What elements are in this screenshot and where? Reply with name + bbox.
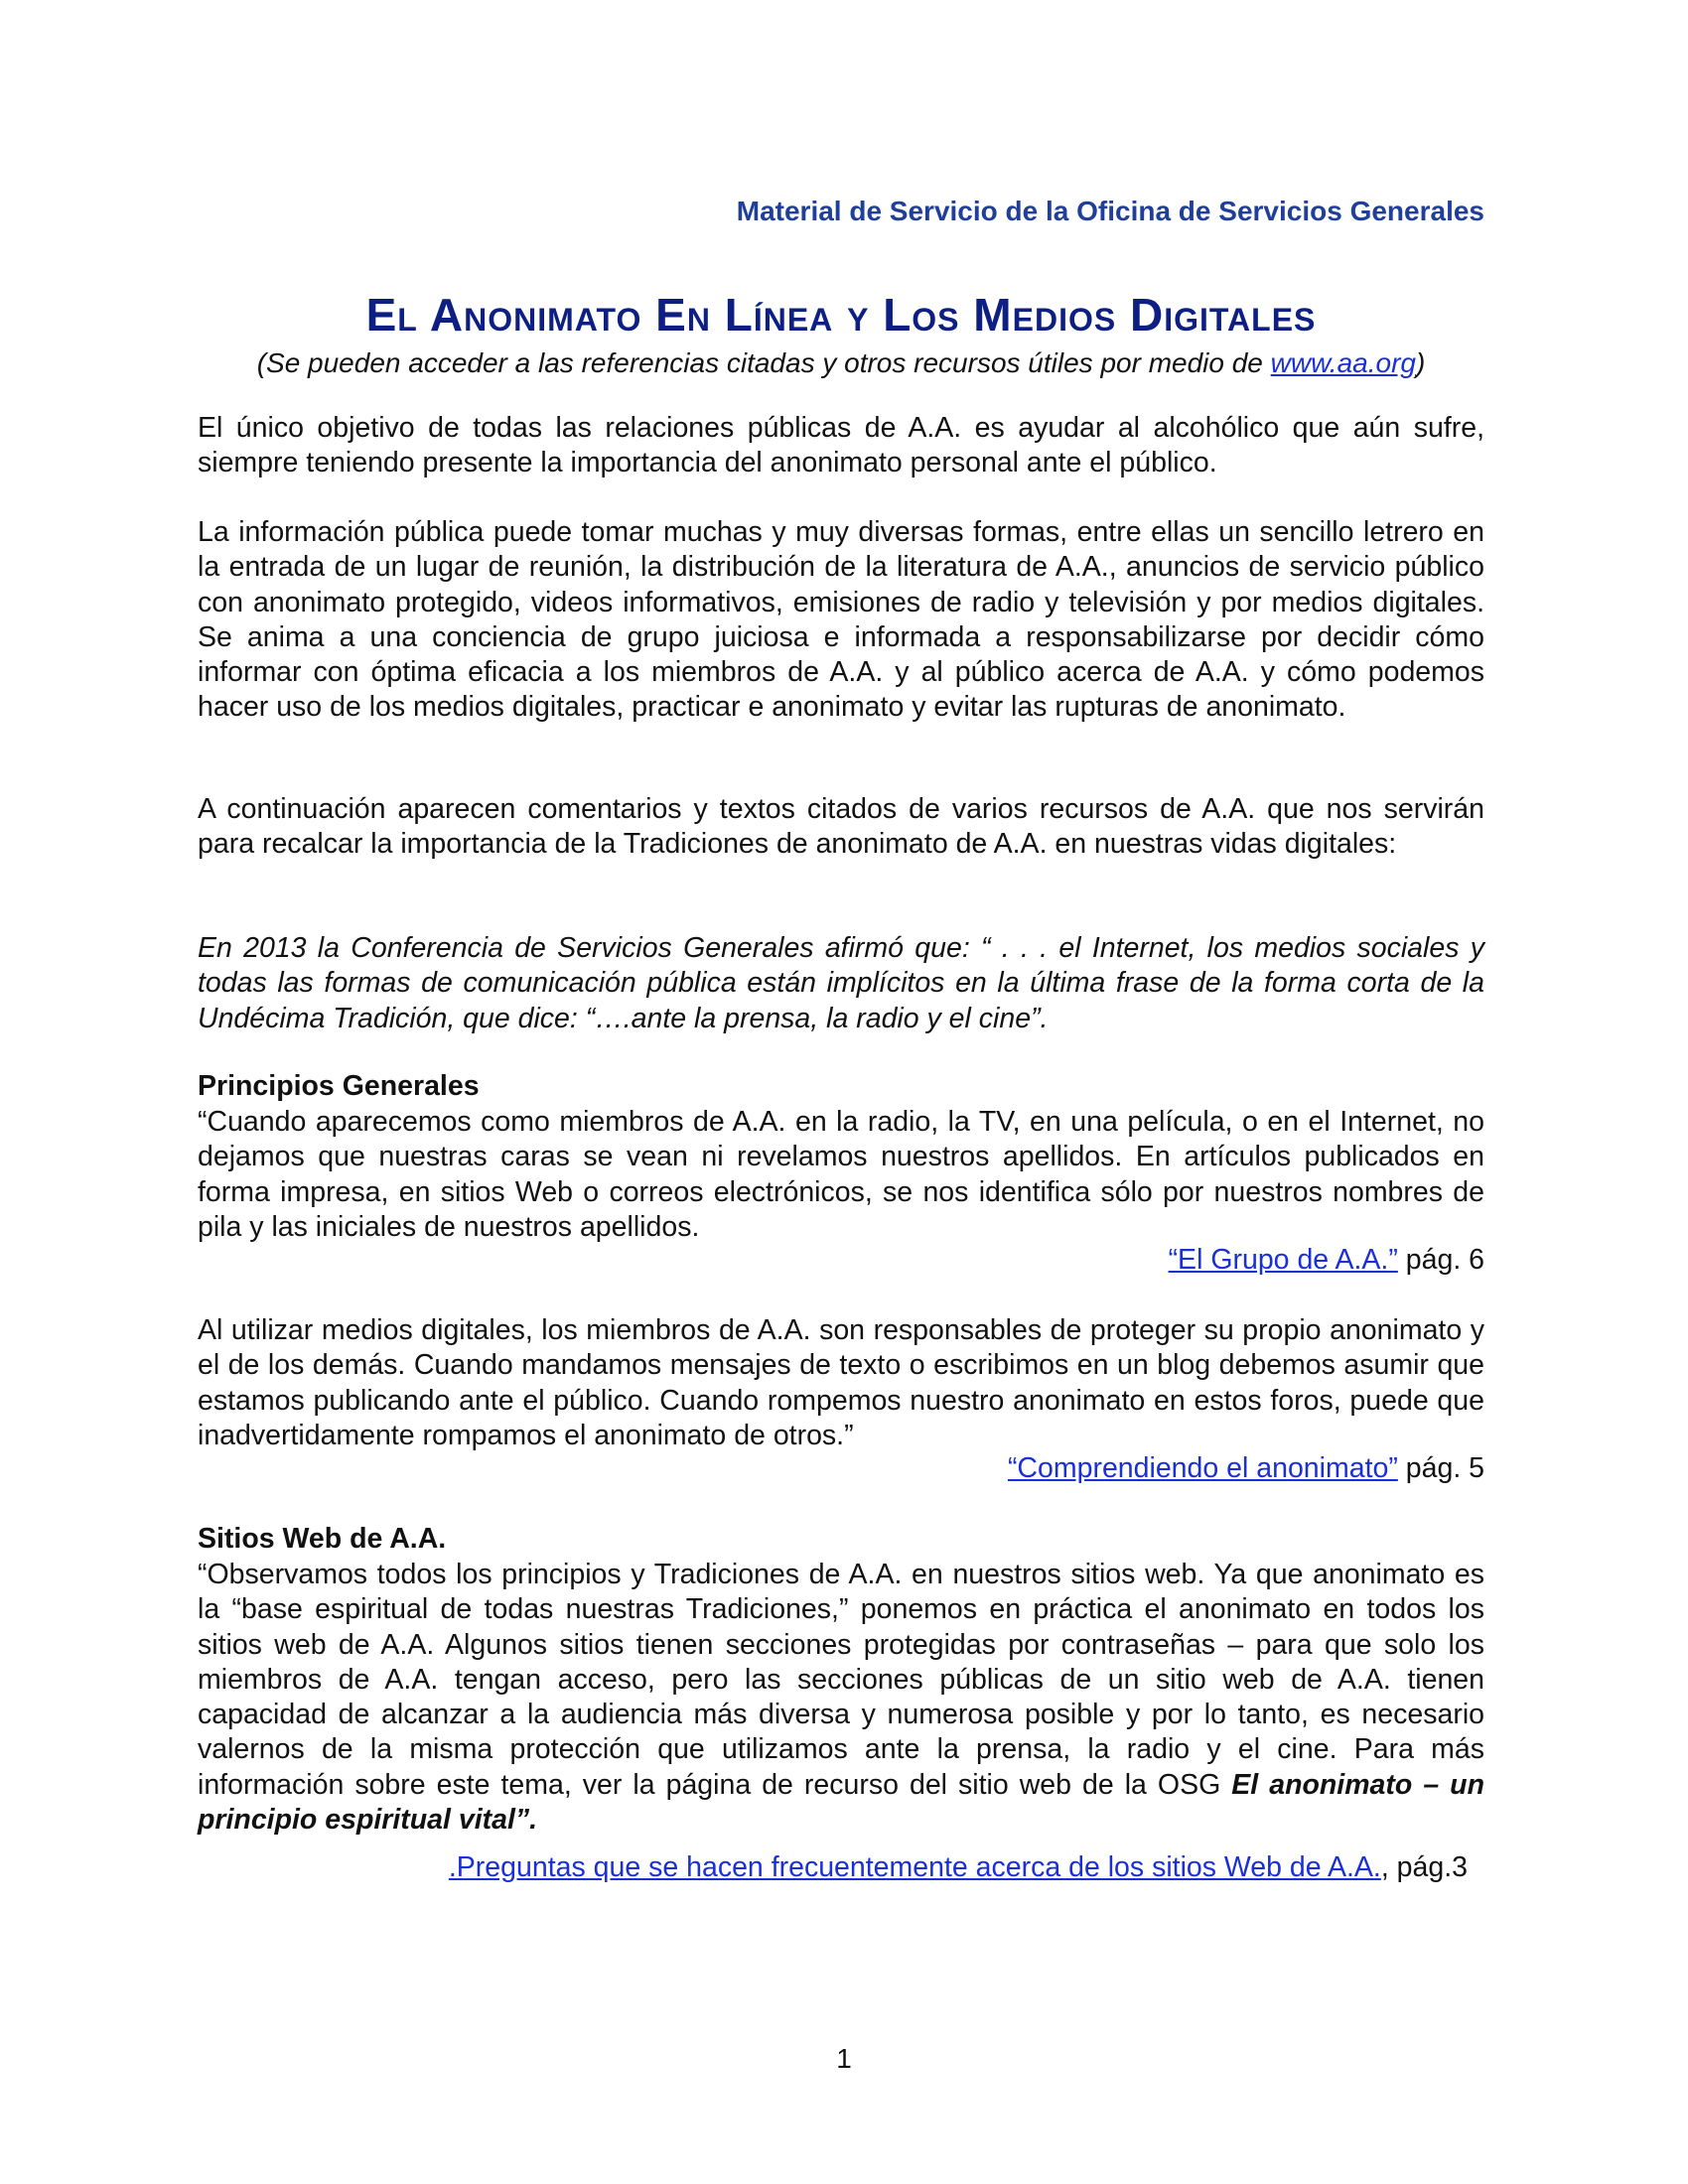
principios-reference-2 (198, 1452, 1484, 1485)
principios-reference-1 (198, 1244, 1484, 1277)
subtitle-close: ) (1415, 347, 1426, 378)
principios-heading: Principios Generales (198, 1070, 480, 1102)
ref2-page: pág. 5 (1397, 1452, 1484, 1484)
sitios-heading: Sitios Web de A.A. (198, 1523, 447, 1555)
aa-org-link[interactable]: www.aa.org (1270, 347, 1416, 378)
sitios-quote-emphasis: El anonimato – un principio espiritual vital”. (198, 1768, 1485, 1837)
document-subtitle (198, 347, 1484, 379)
sitios-quote-text: “Observamos todos los principios y Tradiciones de A.A. en nuestros sitios web. Ya que anonimato es la “base espiritual de todas nuestras Tradiciones,” ponemos en práctica el anonimato en todos los sitios web de A.A. Algunos sitios tienen secciones protegidas por contraseñas – para que solo los miembros de A.A. tengan acceso, pero las secciones públicas de un sitio web de A.A. tienen capacidad de alcanzar a la audiencia más diversa y numerosa posible y por lo tanto, es necesario valernos de la misma protección que utilizamos ante la prensa, la radio y el cine. Para más información sobre este tema, ver la página de recurso del sitio web de la OSG (198, 1559, 1484, 1801)
el-grupo-link[interactable]: “El Grupo de A.A.” (1168, 1244, 1398, 1276)
principios-quote-1: “Cuando aparecemos como miembros de A.A. en la radio, la TV, en una película, o en el Internet, no dejamos que nuestras caras se vean ni revelamos nuestros apellidos. En artículos publicados en forma impresa, en sitios Web o correos electrónicos, se nos identifica sólo por nuestros nombres de pila y las iniciales de nuestros apellidos. (198, 1106, 1484, 1243)
document-title: El Anonimato En Línea y Los Medios Digitales (365, 289, 1317, 341)
subtitle-text: (Se pueden acceder a las referencias citadas y otros recursos útiles por medio de (256, 347, 1271, 378)
intro-paragraph-1: El único objetivo de todas las relaciones públicas de A.A. es ayudar al alcohólico que aún sufre, siempre teniendo presente la importancia del anonimato personal ante el público. (198, 412, 1484, 479)
ref1-page: pág. 6 (1397, 1244, 1484, 1276)
service-material-header: Material de Servicio de la Oficina de Servicios Generales (736, 196, 1484, 226)
preguntas-sitios-web-link[interactable]: .Preguntas que se hacen frecuentemente acerca de los sitios Web de A.A. (448, 1851, 1381, 1883)
principios-quote-2: Al utilizar medios digitales, los miembros de A.A. son responsables de proteger su propio anonimato y el de los demás. Cuando mandamos mensajes de texto o escribimos en un blog debemos asumir que estamos publicando ante el público. Cuando rompemos nuestro anonimato en estos foros, puede que inadvertidamente rompamos el anonimato de otros.” (198, 1314, 1484, 1451)
page-number: 1 (836, 2043, 852, 2074)
comprendiendo-anonimato-link[interactable]: “Comprendiendo el anonimato” (1007, 1452, 1398, 1484)
sitios-ref-page: , pág.3 (1380, 1851, 1468, 1883)
sitios-reference (198, 1851, 1468, 1884)
intro-paragraph-2: La información pública puede tomar muchas y muy diversas formas, entre ellas un sencillo letrero en la entrada de un lugar de reunión, la distribución de la literatura de A.A., anuncios de servicio público con anonimato protegido, videos informativos, emisiones de radio y televisión y por medios digitales. Se anima a una conciencia de grupo juiciosa e informada a responsabilizarse por decidir cómo informar con óptima eficacia a los miembros de A.A. y al público acerca de A.A. y cómo podemos hacer uso de los medios digitales, practicar e anonimato y evitar las rupturas de anonimato. (198, 516, 1484, 724)
sitios-quote (198, 1558, 1484, 1838)
conference-quote: En 2013 la Conferencia de Servicios Generales afirmó que: “ . . . el Internet, los medios sociales y todas las formas de comunicación pública están implícitos en la última frase de la forma corta de la Undécima Tradición, que dice: “….ante la prensa, la radio y el cine”. (198, 932, 1484, 1034)
intro-paragraph-3: A continuación aparecen comentarios y textos citados de varios recursos de A.A. que nos servirán para recalcar la importancia de la Tradiciones de anonimato de A.A. en nuestras vidas digitales: (198, 793, 1484, 861)
